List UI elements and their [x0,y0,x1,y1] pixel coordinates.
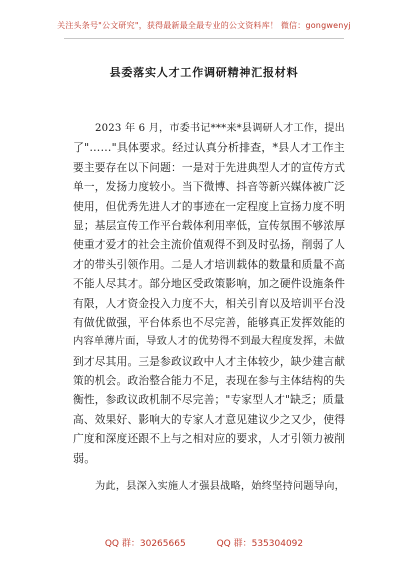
body-line: 内容单薄片面，导致人才的优势得不到最大程度发挥，未做 [73,335,345,348]
body-line: 弱。 [73,451,96,465]
body-line: 不能人尽其才。部分地区受政策影响，加之硬件设施条件 [73,277,346,291]
body-line: 高、效果好、影响大的专家人才意见建议少之又少，使得 [73,412,346,426]
footer-contact [0,536,408,549]
body-line: 2023 年 6 月，市委书记***来*县调研人才工作，提出 [95,123,345,134]
body-line: 显；基层宣传工作平台载体利用率低，宣传氛围不够浓厚 [73,218,346,232]
body-line: 使重才爱才的社会主流价值观得不到及时弘扬，削弱了人 [73,238,346,252]
document-title: 县委落实人才工作调研精神汇报材料 [109,66,299,79]
body-line: 使用，但优秀先进人才的事迹在一定程度上宣扬力度不明 [73,199,346,213]
body-line: 有做优做强，平台体系也不尽完善，能够真正发挥效能的 [73,315,346,329]
qq-group-1: QQ 群：30265665 [104,539,186,549]
body-line: 到才尽其用。三是参政议政中人才主体较少，缺少建言献 [73,354,346,368]
body-line: 才的带头引领作用。二是人才培训载体的数量和质量不高 [73,257,346,271]
header-note: 关注头条号"公文研究"，获得最新最全最专业的公文资料库！ 微信：gongwenyj [57,21,351,30]
body-line: 单一，发扬力度较小。当下微博、抖音等新兴媒体被广泛 [73,180,346,194]
body-line: 衡性，参政议政机制不尽完善；"专家型人才"缺乏；质量 [73,393,345,407]
qq-group-2: QQ 群：535304092 [216,539,304,549]
paragraph-2-line: 为此，县深入实施人才强县战略，始终坚持问题导向， [95,481,346,493]
body-line: 要主要存在以下问题：一是对于先进典型人才的宣传方式 [73,160,346,174]
header-divider [64,38,344,39]
body-line: 广度和深度还跟不上与之相对应的要求，人才引领力被削 [73,432,346,446]
body-line: 策的机会。政治整合能力不足，表现在参与主体结构的失 [73,374,346,388]
body-line: 了"……"具体要求。经过认真分析排查，*县人才工作主 [73,141,345,155]
body-line: 有限，人才资金投入力度不大，相关引育以及培训平台没 [73,296,346,310]
document-body [73,119,345,496]
